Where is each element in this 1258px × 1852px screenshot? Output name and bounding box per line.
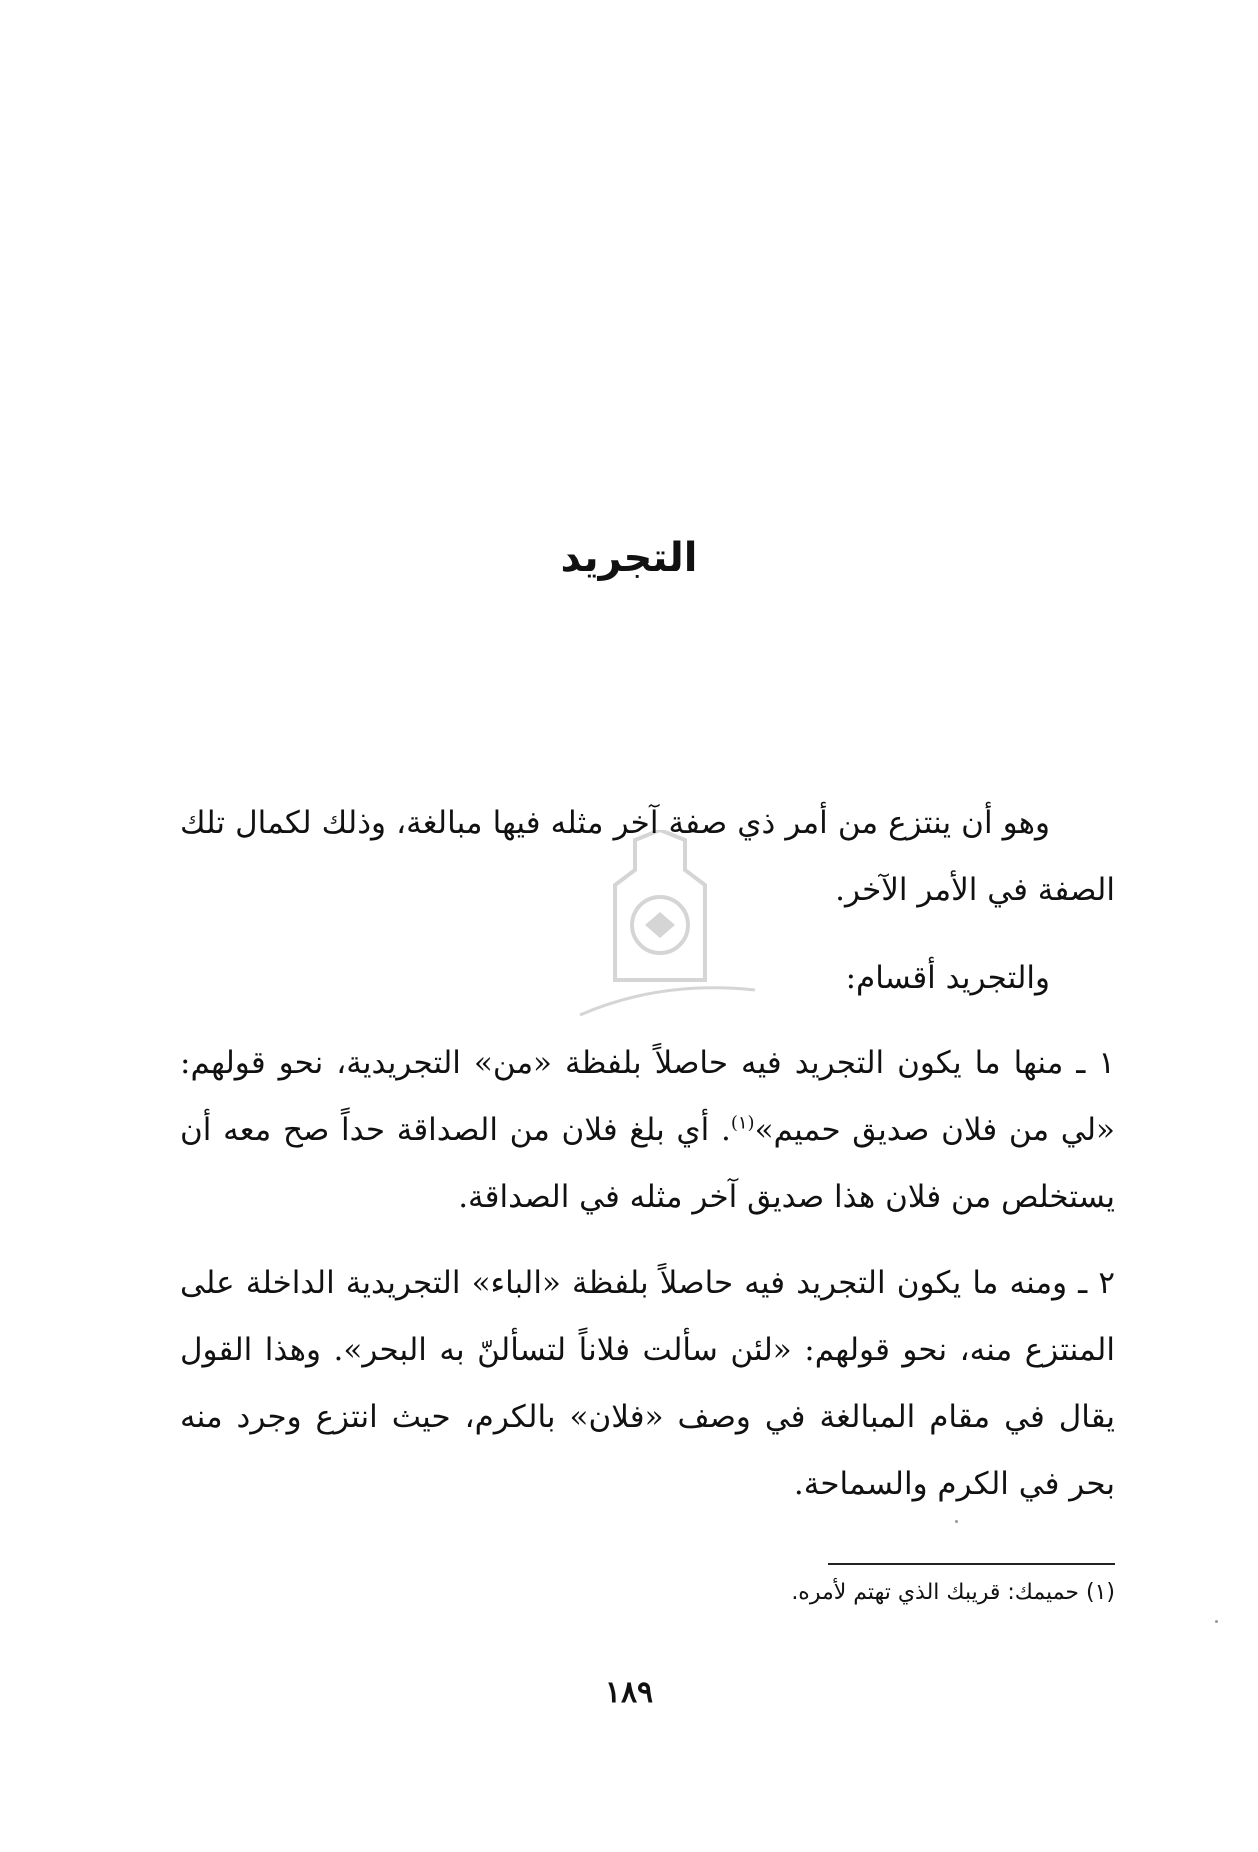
footnote-divider — [828, 1563, 1115, 1565]
footnote: (١) حميمك: قريبك الذي تهتم لأمره. — [791, 1580, 1115, 1605]
paragraph-divisions — [180, 945, 1115, 1012]
paragraph-text-part: . أي بلغ فلان من الصداقة حداً صح معه أن يستخلص من فلان هذا صديق آخر مثله في الصداقة. — [180, 1112, 1115, 1215]
paragraph-text: ٢ ـ ومنه ما يكون التجريد فيه حاصلاً بلفظة «الباء» التجريدية الداخلة على المنتزع منه، نحو قولهم: «لئن سألت فلاناً لتسألنّ به البحر». وهذا القول يقال في مقام المبالغة في وصف «فلان» بالكرم، حيث انتزع وجرد منه بحر في الكرم والسماحة. — [180, 1265, 1115, 1502]
paragraph-text: والتجريد أقسام: — [845, 960, 1050, 996]
paragraph-text: وهو أن ينتزع من أمر ذي صفة آخر مثله فيها مبالغة، وذلك لكمال تلك الصفة في الأمر الآخر. — [180, 805, 1115, 908]
paragraph-text — [180, 1030, 1115, 1231]
scan-speck — [955, 1520, 958, 1523]
scan-speck — [1215, 1620, 1218, 1623]
paragraph-definition — [180, 790, 1115, 924]
page-number: ١٨٩ — [604, 1675, 654, 1710]
paragraph-text-part: ١ ـ منها ما يكون التجريد فيه حاصلاً بلفظة «من» التجريدية، نحو قولهم: «لي من فلان صديق حميم» — [180, 1045, 1115, 1148]
paragraph-item-1 — [180, 1030, 1115, 1231]
paragraph-item-2 — [180, 1250, 1115, 1518]
footnote-reference: (١) — [730, 1112, 755, 1134]
section-heading: التجريد — [560, 535, 698, 581]
